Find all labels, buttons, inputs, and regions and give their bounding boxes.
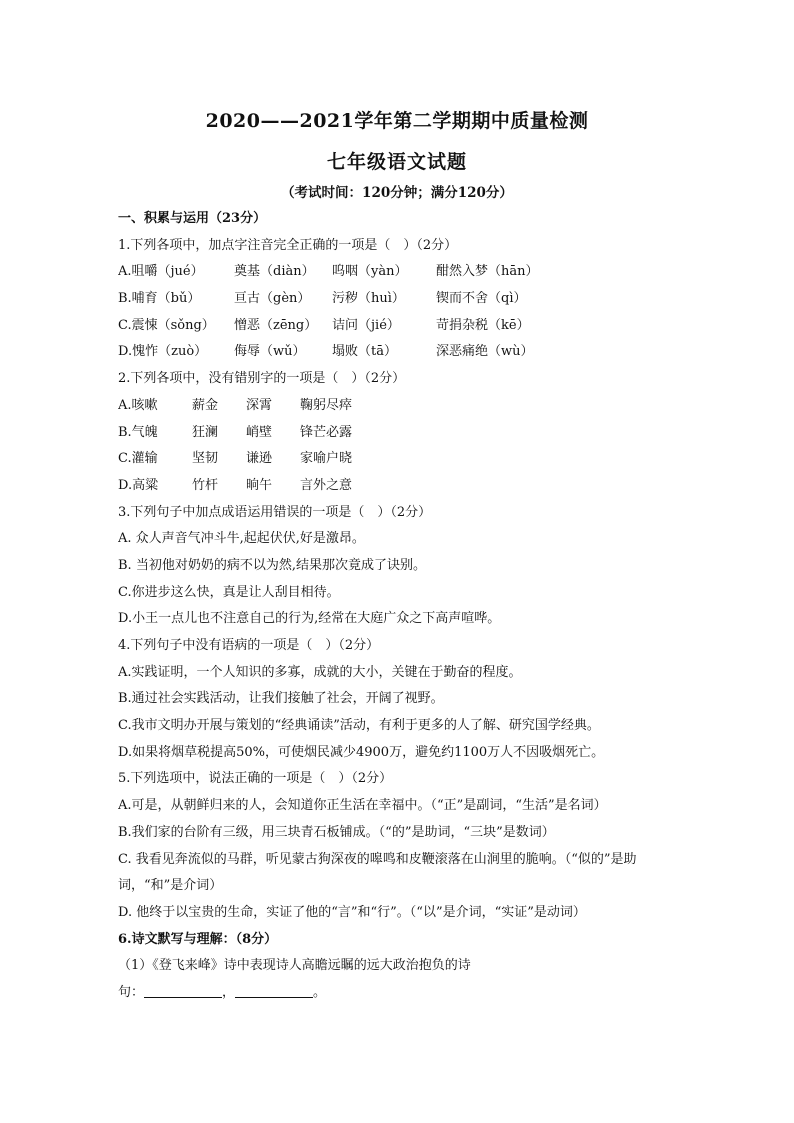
question-stem: 2.下列各项中，没有错别字的一项是（ ）（2分）: [118, 371, 406, 387]
question-option: [118, 286, 678, 313]
option-cell: 峭壁: [246, 424, 273, 440]
option-cell: 薪金: [192, 397, 219, 413]
option-cell: 言外之意: [300, 477, 353, 493]
question-stem: 1.下列各项中，加点字注音完全正确的一项是（ ）（2分）: [118, 237, 458, 253]
question-option: [118, 446, 678, 473]
question-item: （1）《登飞来峰》诗中表现诗人高瞻远瞩的远大政治抱负的诗: [118, 958, 471, 974]
option-cell: 鞠躬尽瘁: [300, 397, 353, 413]
option-cell: D.愧怍（zuò）: [118, 344, 208, 360]
option-cell: D.高粱: [118, 477, 159, 493]
option-cell: B.哺育（bǔ）: [118, 291, 201, 307]
question-option: [118, 420, 678, 447]
option-cell: 深恶痛绝（wù）: [436, 344, 534, 360]
question-option: A.可是，从朝鲜归来的人，会知道你正生活在幸福中。（“正”是副词，“生活”是名词）: [118, 798, 607, 814]
option-cell: 呜咽（yàn）: [332, 264, 408, 280]
question-option: D.如果将烟草税提高50%，可使烟民减少4900万，避免约1100万人不因吸烟死亡。: [118, 744, 605, 760]
section-heading: 一、积累与运用（23分）: [118, 211, 267, 226]
option-cell: 酣然入梦（hān）: [436, 264, 539, 280]
answer-end: 。: [313, 984, 327, 1000]
option-cell: 家喻户晓: [300, 451, 353, 467]
answer-separator: ，: [222, 984, 236, 1000]
option-cell: 坚韧: [192, 451, 219, 467]
option-cell: 奠基（diàn）: [234, 264, 315, 280]
question-option: A.实践证明，一个人知识的多寡，成就的大小，关键在于勤奋的程度。: [118, 664, 522, 680]
question-stem: 3.下列句子中加点成语运用错误的一项是（ ）（2分）: [118, 504, 432, 520]
answer-line: [118, 980, 678, 1007]
question-option: D.小王一点儿也不注意自己的行为,经常在大庭广众之下高声喧哗。: [118, 611, 501, 627]
option-cell: 苛捐杂税（kē）: [436, 317, 530, 333]
option-cell: 憎恶（zēng）: [234, 317, 318, 333]
option-cell: 塌败（tā）: [332, 344, 397, 360]
option-cell: 狂澜: [192, 424, 219, 440]
question-option: B. 当初他对奶奶的病不以为然,结果那次竟成了诀别。: [118, 557, 426, 573]
question-stem: 4.下列句子中没有语病的一项是（ ）（2分）: [118, 638, 380, 653]
exam-content: [118, 206, 678, 1007]
question-option: [118, 259, 678, 286]
question-option: [118, 393, 678, 420]
exam-info: （考试时间：120分钟；满分120分）: [281, 185, 513, 201]
exam-title: 2020——2021学年第二学期期中质量检测: [205, 110, 589, 132]
question-option: C. 我看见奔流似的马群，听见蒙古狗深夜的嗥鸣和皮鞭滚落在山涧里的脆响。（“似的”是助词，“和”是介词）: [118, 851, 637, 894]
option-cell: 亘古（gèn）: [234, 291, 311, 307]
answer-blank[interactable]: [144, 983, 222, 998]
option-cell: C.震悚（sǒng）: [118, 317, 215, 333]
answer-prefix: 句：: [118, 984, 145, 1000]
option-cell: 污秽（huì）: [332, 291, 405, 307]
question-option: [118, 473, 678, 500]
option-cell: 诘问（jié）: [332, 317, 400, 333]
question-stem: 5.下列选项中，说法正确的一项是（ ）（2分）: [118, 771, 393, 787]
question-option: A. 众人声音气冲斗牛,起起伏伏,好是激昂。: [118, 531, 365, 547]
option-cell: 锋芒必露: [300, 424, 353, 440]
option-cell: 深霄: [246, 397, 273, 413]
option-cell: A.咳嗽: [118, 397, 158, 413]
option-cell: B.气魄: [118, 424, 158, 440]
question-option: C.我市文明办开展与策划的“经典诵读”活动，有利于更多的人了解、研究国学经典。: [118, 718, 600, 734]
option-cell: 侮辱（wǔ）: [234, 344, 306, 360]
question-option: D. 他终于以宝贵的生命，实证了他的“言”和“行”。（“以”是介词，“实证”是动词）: [118, 904, 586, 920]
question-option: C.你进步这么快，真是让人刮目相待。: [118, 584, 340, 600]
option-cell: A.咀嚼（jué）: [118, 264, 204, 280]
option-cell: C.灌输: [118, 451, 158, 467]
question-option: B.通过社会实践活动，让我们接触了社会，开阔了视野。: [118, 691, 444, 707]
option-cell: 竹杆: [192, 477, 219, 493]
section-heading: 6.诗文默写与理解：（8分）: [118, 931, 278, 947]
exam-subtitle: 七年级语文试题: [326, 151, 467, 173]
option-cell: 锲而不舍（qì）: [436, 291, 527, 307]
question-option: [118, 339, 678, 366]
option-cell: 晌午: [246, 477, 273, 493]
question-option: [118, 313, 678, 340]
question-option: B.我们家的台阶有三级，用三块青石板铺成。（“的”是助词，“三块”是数词）: [118, 824, 555, 840]
option-cell: 谦逊: [246, 451, 273, 467]
answer-blank[interactable]: [235, 983, 313, 998]
